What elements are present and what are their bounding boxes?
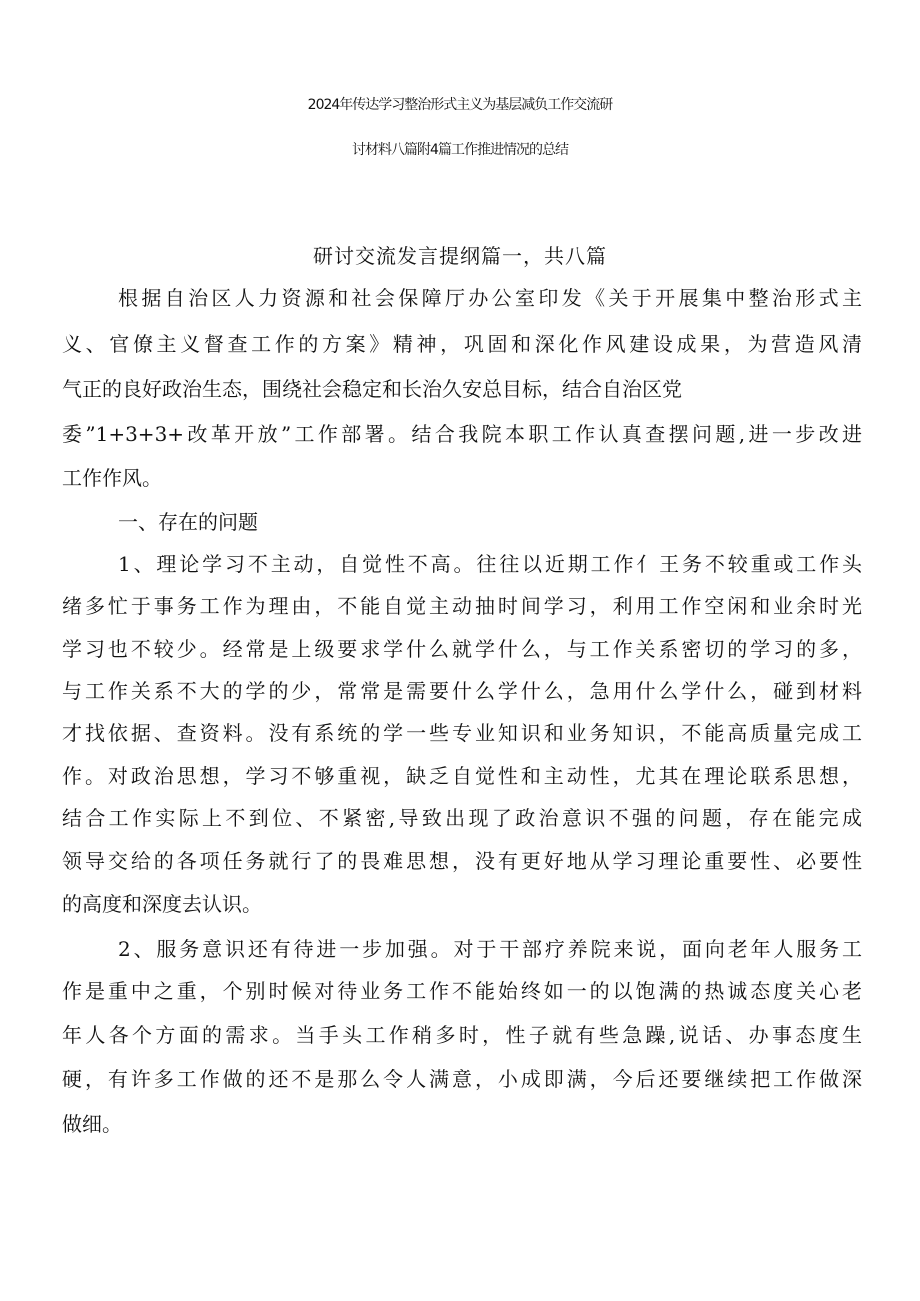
paragraph-line: 1、理论学习不主动，自觉性不高。往往以近期工作亻王务不较重或工作头: [118, 552, 862, 576]
paragraph-line: 结合工作实际上不到位、不紧密,导致出现了政治意识不强的问题，存在能完成: [62, 806, 862, 830]
paragraph-line: 作。对政治思想，学习不够重视，缺乏自觉性和主动性，尤其在理论联系思想，: [62, 764, 862, 788]
paragraph-line: 领导交给的各项任务就行了的畏难思想，没有更好地从学习理论重要性、必要性: [62, 849, 862, 873]
paragraph-line: 的高度和深度去认识。: [62, 892, 262, 916]
document-subtitle: 研讨交流发言提纲篇一，共八篇: [313, 244, 607, 268]
paragraph-line: 与工作关系不大的学的少，常常是需要什么学什么，急用什么学什么，碰到材料: [62, 679, 862, 703]
paragraph-line: 硬，有许多工作做的还不是那么令人满意，小成即满，今后还要继续把工作做深: [62, 1067, 862, 1091]
paragraph-line: 学习也不较少。经常是上级要求学什么就学什么，与工作关系密切的学习的多，: [62, 637, 862, 661]
paragraph-line: 绪多忙于事务工作为理由，不能自觉主动抽时间学习，利用工作空闲和业余时光: [62, 594, 862, 618]
paragraph-line: 根据自治区人力资源和社会保障厅办公室印发《关于开展集中整治形式主: [118, 286, 862, 310]
section-heading: 一、存在的问题: [118, 510, 258, 534]
paragraph-line: 作是重中之重，个别时候对待业务工作不能始终如一的以饱满的热诚态度关心老: [62, 979, 862, 1003]
paragraph-line: 委”1+3+3+改革开放”工作部署。结合我院本职工作认真查摆问题,进一步改进: [62, 422, 862, 446]
paragraph-line: 年人各个方面的需求。当手头工作稍多时，性子就有些急躁,说话、办事态度生: [62, 1023, 862, 1047]
document-title-line-1: 2024年传达学习整治形式主义为基层减负工作交流研: [307, 97, 613, 113]
paragraph-line: 气正的良好政治生态，围绕社会稳定和长治久安总目标，结合自治区党: [62, 377, 682, 401]
paragraph-line: 2、服务意识还有待进一步加强。对于干部疗养院来说，面向老年人服务工: [118, 937, 862, 961]
document-title-line-2: 讨材料八篇附4篇工作推进情况的总结: [352, 142, 568, 158]
paragraph-line: 做细。: [62, 1112, 122, 1136]
paragraph-line: 义、官僚主义督查工作的方案》精神，巩固和深化作风建设成果，为营造风清: [62, 332, 862, 356]
paragraph-line: 才找依据、查资料。没有系统的学一些专业知识和业务知识，不能高质量完成工: [62, 721, 862, 745]
paragraph-line: 工作作风。: [62, 466, 162, 490]
